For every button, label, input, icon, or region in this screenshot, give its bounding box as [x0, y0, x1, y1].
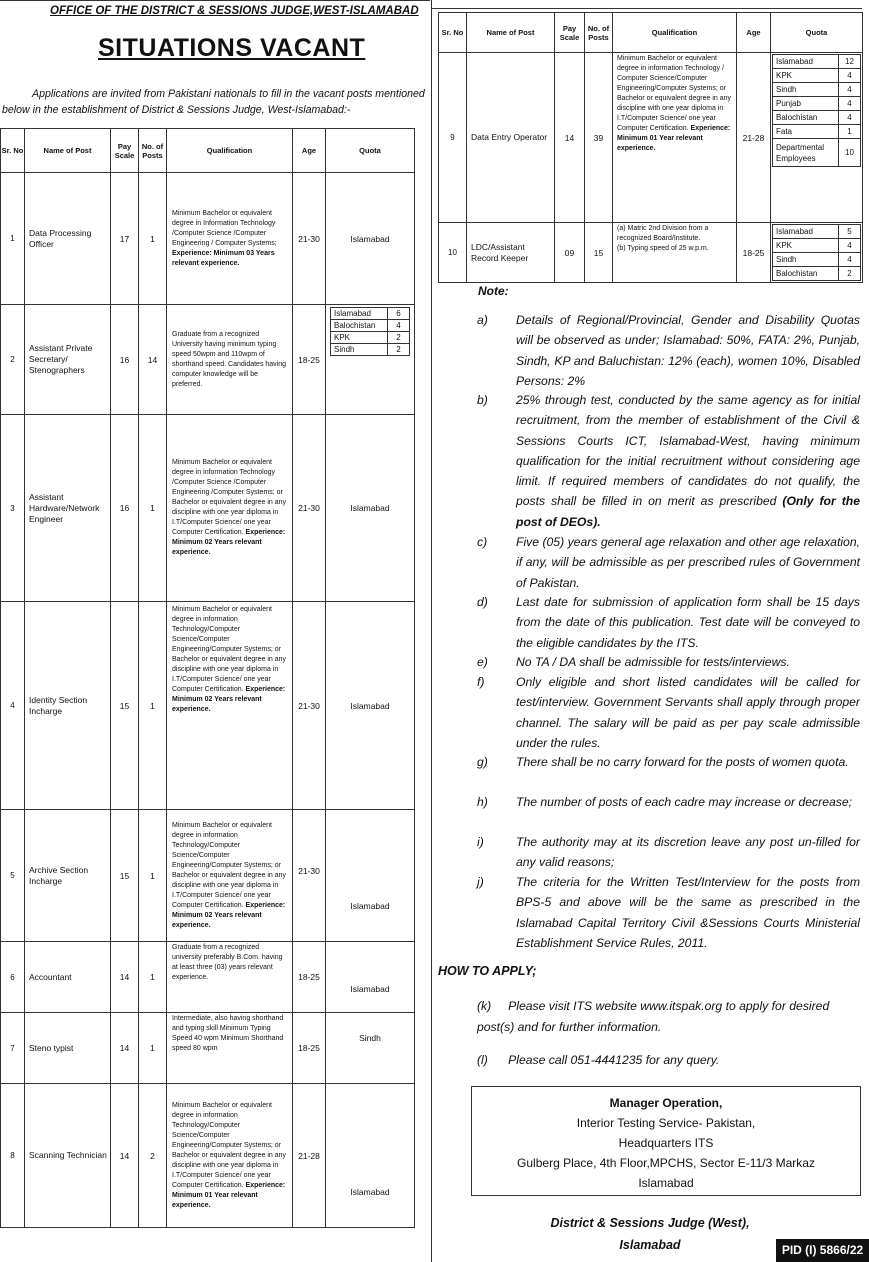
row-post: Identity Section Incharge — [25, 602, 111, 810]
experience-text: Experience: Minimum 02 Years relevant experience. — [172, 529, 286, 556]
header-sr: Sr. No — [1, 129, 25, 173]
table-row — [439, 223, 863, 283]
note-label: b) — [477, 393, 488, 407]
table-row — [1, 1013, 415, 1084]
quota-region: KPK — [773, 239, 839, 253]
column-divider — [431, 0, 432, 1262]
table-row — [1, 173, 415, 305]
table-row — [1, 602, 415, 810]
quota-region: Islamabad — [773, 55, 839, 69]
note-text: 25% through test, conducted by the same agency as for initial recruitment, from the member of establishment of the Civil & Sessions Courts ICT, Islamabad-West, having minimum qualification for the initial recruitment without considering age limit. If required members of candidates do not qualify, the posts shall be filled in on merit as prescribed — [516, 393, 860, 509]
table-row — [1, 305, 415, 415]
row-quota — [771, 53, 863, 223]
note-title: Note: — [478, 284, 509, 298]
table-header-row — [439, 13, 863, 53]
row-posts: 1 — [139, 173, 167, 305]
experience-text: Experience: Minimum 02 Years relevant experience. — [172, 901, 286, 929]
note-item — [477, 672, 860, 753]
note-label: f) — [477, 675, 485, 689]
header-qualification: Qualification — [167, 129, 293, 173]
table-row — [1, 415, 415, 602]
header-post: Name of Post — [467, 13, 555, 53]
row-qualification — [167, 305, 293, 415]
row-age: 21-28 — [737, 53, 771, 223]
header-sr: Sr. No — [439, 13, 467, 53]
header-pay: Pay Scale — [111, 129, 139, 173]
note-text: Last date for submission of application form shall be 15 days from the date of this publication. Test date will be conveyed to the eligible candidates by the ITS. — [516, 595, 860, 650]
header-posts: No. of Posts — [585, 13, 613, 53]
signature-line: District & Sessions Judge (West), — [550, 1216, 750, 1230]
apply-item — [477, 996, 860, 1038]
row-qualification — [167, 942, 293, 1013]
quota-region: Sindh — [773, 253, 839, 267]
row-quota: Islamabad — [326, 810, 415, 942]
experience-text: Experience: Minimum 02 Years relevant experience. — [172, 686, 286, 713]
row-quota: Islamabad — [326, 173, 415, 305]
vacancy-table-right — [438, 12, 863, 283]
row-posts: 14 — [139, 305, 167, 415]
quota-region: Balochistan — [773, 267, 839, 281]
qualification-text: Graduate from a recognized University having minimum typing speed 50wpm and 110wpm of shorthand speed. Candidates having computer knowledge will be preferred. — [172, 330, 287, 388]
row-posts: 1 — [139, 810, 167, 942]
row-pay: 14 — [111, 1013, 139, 1084]
row-pay: 15 — [111, 810, 139, 942]
row-pay: 09 — [555, 223, 585, 283]
row-posts: 1 — [139, 602, 167, 810]
quota-table — [772, 224, 861, 281]
quota-count: 4 — [839, 239, 861, 253]
row-pay: 15 — [111, 602, 139, 810]
quota-count: 4 — [839, 111, 861, 125]
note-text: Details of Regional/Provincial, Gender and Disability Quotas will be observed as under; Islamabad: 50%, FATA: 2%, Punjab, Sindh, KP and Baluchistan: 12% (each), women 10%, Disabled Persons: 2% — [516, 313, 860, 388]
row-posts: 1 — [139, 415, 167, 602]
row-qualification — [167, 810, 293, 942]
apply-item — [477, 1050, 860, 1071]
row-no: 9 — [439, 53, 467, 223]
row-age: 21-30 — [293, 415, 326, 602]
note-label: c) — [477, 535, 488, 549]
quota-region: Punjab — [773, 97, 839, 111]
row-quota: Islamabad — [326, 415, 415, 602]
row-no: 5 — [1, 810, 25, 942]
row-no: 4 — [1, 602, 25, 810]
qualification-b: (b) Typing speed of 25 w.p.m. — [617, 245, 709, 252]
row-no: 2 — [1, 305, 25, 415]
address-box — [471, 1086, 861, 1196]
note-text: No TA / DA shall be admissible for tests/interviews. — [516, 655, 790, 669]
qualification-text: Minimum Bachelor or equivalent degree in information Technology / Computer Science/Computer Engineering/Computer Systems; or Bachelor or equivalent degree in any discipline with one year diploma in I.T/Computer Science/ one year Computer Certification. — [617, 55, 732, 132]
table-row — [1, 942, 415, 1013]
table-header-row — [1, 129, 415, 173]
row-post: Steno typist — [25, 1013, 111, 1084]
apply-label: (k) — [477, 999, 492, 1013]
header-pay: Pay Scale — [555, 13, 585, 53]
qualification-text: Minimum Bachelor or equivalent degree in information Technology/Computer Science/Computer Engineering/Computer Systems; or Bachelor or equivalent degree in any discipline with one year diploma in I.T/Computer Science/ one year Computer Certification. — [172, 1101, 287, 1189]
row-no: 8 — [1, 1084, 25, 1228]
header-quota: Quota — [326, 129, 415, 173]
quota-count: 10 — [839, 139, 861, 167]
header-qualification: Qualification — [613, 13, 737, 53]
row-posts: 39 — [585, 53, 613, 223]
experience-text: Experience: Minimum 01 Year relevant experience. — [617, 125, 731, 152]
experience-text: Experience: Minimum 03 Years relevant experience. — [172, 249, 275, 267]
row-quota: Sindh — [326, 1013, 415, 1084]
apply-text: Please visit ITS website www.itspak.org to apply for desired post(s) and for further information. — [477, 999, 830, 1034]
qualification-text: Intermediate, also having shorthand and typing skill Minimum Typing Speed 40 wpm Minimum Shorthand speed 80 wpm — [172, 1015, 284, 1052]
row-no: 6 — [1, 942, 25, 1013]
row-quota — [326, 305, 415, 415]
header-posts: No. of Posts — [139, 129, 167, 173]
how-to-apply-title: HOW TO APPLY; — [438, 964, 537, 978]
header-age: Age — [293, 129, 326, 173]
row-no: 10 — [439, 223, 467, 283]
quota-region: Sindh — [331, 344, 388, 356]
quota-region: KPK — [773, 69, 839, 83]
signature-block — [480, 1212, 820, 1256]
quota-count: 4 — [839, 97, 861, 111]
table-row — [439, 53, 863, 223]
quota-count: 6 — [388, 308, 410, 320]
note-item — [477, 652, 860, 672]
row-qualification — [167, 1013, 293, 1084]
row-post: Data Entry Operator — [467, 53, 555, 223]
note-item — [477, 532, 860, 593]
note-label: e) — [477, 655, 488, 669]
row-pay: 14 — [555, 53, 585, 223]
row-qualification — [167, 173, 293, 305]
row-quota: Islamabad — [326, 942, 415, 1013]
row-pay: 14 — [111, 1084, 139, 1228]
quota-count: 5 — [839, 225, 861, 239]
row-age: 18-25 — [293, 1013, 326, 1084]
quota-count: 1 — [839, 125, 861, 139]
note-text: The authority may at its discretion leave any post un-filled for any valid reasons; — [516, 835, 860, 870]
row-post: LDC/Assistant Record Keeper — [467, 223, 555, 283]
note-item — [477, 390, 860, 532]
note-label: h) — [477, 795, 488, 809]
row-pay: 16 — [111, 305, 139, 415]
note-text: Five (05) years general age relaxation and other age relaxation, if any, will be admissible as per prescribed rules of Government of Pakistan. — [516, 535, 860, 590]
table-row — [1, 810, 415, 942]
note-bold-text: (Only for the post of DEOs). — [516, 494, 860, 529]
row-posts: 1 — [139, 942, 167, 1013]
row-qualification — [613, 53, 737, 223]
row-post: Scanning Technician — [25, 1084, 111, 1228]
row-post: Accountant — [25, 942, 111, 1013]
experience-text: Experience: Minimum 01 Year relevant experience. — [172, 1181, 286, 1209]
address-line: Gulberg Place, 4th Floor,MPCHS, Sector E-11/3 Markaz — [517, 1156, 815, 1170]
intro-paragraph: Applications are invited from Pakistani nationals to fill in the vacant posts mentioned below in the establishment of District & Sessions Judge, West-Islamabad:- — [2, 88, 425, 116]
quota-count: 4 — [839, 253, 861, 267]
row-qualification — [167, 1084, 293, 1228]
row-qualification — [167, 602, 293, 810]
row-pay: 14 — [111, 942, 139, 1013]
qualification-text: Minimum Bachelor or equivalent degree in information Technology /Computer Science /Computer Engineering /Computer Systems; or Bachelor or equivalent degree in any discipline with one year diploma in I.T/Computer Science/ one year Computer Certification. — [172, 459, 287, 536]
quota-table — [772, 54, 861, 167]
quota-table — [330, 307, 410, 356]
note-item — [477, 592, 860, 653]
address-title: Manager Operation, — [609, 1096, 723, 1110]
address-line: Islamabad — [638, 1176, 694, 1190]
row-posts: 15 — [585, 223, 613, 283]
note-item — [477, 792, 860, 812]
apply-label: (l) — [477, 1053, 488, 1067]
apply-text: Please call 051-4441235 for any query. — [508, 1053, 720, 1067]
note-label: a) — [477, 313, 488, 327]
row-age: 21-30 — [293, 810, 326, 942]
note-label: i) — [477, 835, 484, 849]
page-title: SITUATIONS VACANT — [98, 34, 366, 62]
row-pay: 16 — [111, 415, 139, 602]
note-text: There shall be no carry forward for the posts of women quota. — [516, 755, 849, 769]
row-qualification — [613, 223, 737, 283]
quota-count: 2 — [388, 332, 410, 344]
quota-region: Fata — [773, 125, 839, 139]
top-border-right — [432, 8, 862, 9]
note-item — [477, 832, 860, 873]
note-item — [477, 752, 860, 772]
quota-region: Islamabad — [773, 225, 839, 239]
row-no: 3 — [1, 415, 25, 602]
note-item — [477, 872, 860, 953]
row-qualification — [167, 415, 293, 602]
pid-badge: PID (I) 5866/22 — [776, 1239, 869, 1262]
header-post: Name of Post — [25, 129, 111, 173]
quota-region: Sindh — [773, 83, 839, 97]
header-quota: Quota — [771, 13, 863, 53]
quota-count: 12 — [839, 55, 861, 69]
table-row — [1, 1084, 415, 1228]
row-age: 18-25 — [293, 942, 326, 1013]
quota-count: 4 — [839, 83, 861, 97]
qualification-text: Graduate from a recognized university preferably B.Com. having at least three (03) years relevant experience. — [172, 944, 283, 981]
row-post: Data Processing Officer — [25, 173, 111, 305]
quota-count: 4 — [388, 320, 410, 332]
quota-region: Balochistan — [331, 320, 388, 332]
row-post: Assistant Hardware/Network Engineer — [25, 415, 111, 602]
qualification-text: Minimum Bachelor or equivalent degree in information Technology/Computer Science/Computer Engineering/Computer Systems; or Bachelor or equivalent degree in any discipline with one year diploma in I.T/Computer Science/ one year Computer Certification. — [172, 821, 287, 909]
quota-count: 4 — [839, 69, 861, 83]
address-line: Headquarters ITS — [618, 1136, 714, 1150]
qualification-text: Minimum Bachelor or equivalent degree in Information Technology /Computer Science /Computer Engineering / Computer Systems; — [172, 209, 277, 247]
row-quota — [771, 223, 863, 283]
address-line: Interior Testing Service- Pakistan, — [576, 1116, 756, 1130]
note-label: d) — [477, 595, 488, 609]
header-age: Age — [737, 13, 771, 53]
note-text: The number of posts of each cadre may increase or decrease; — [516, 795, 853, 809]
vacancy-table-left — [0, 128, 415, 1228]
row-posts: 2 — [139, 1084, 167, 1228]
quota-region: Islamabad — [331, 308, 388, 320]
quota-region: KPK — [331, 332, 388, 344]
top-border-left — [0, 0, 430, 1]
row-post: Archive Section Incharge — [25, 810, 111, 942]
quota-region: Balochistan — [773, 111, 839, 125]
row-age: 21-30 — [293, 602, 326, 810]
qualification-text: Minimum Bachelor or equivalent degree in information Technology/Computer Science/Computer Engineering/Computer Systems; or Bachelor or equivalent degree in any discipline with one year diploma in I.T/Computer Science/ one year Computer Certification. — [172, 606, 287, 693]
office-heading: OFFICE OF THE DISTRICT & SESSIONS JUDGE,WEST-ISLAMABAD — [50, 5, 419, 17]
note-text: Only eligible and short listed candidates will be called for test/interview. Government Servants shall apply through proper channel. The salary will be paid as per pay scale admissible under the rules. — [516, 675, 860, 750]
row-no: 1 — [1, 173, 25, 305]
quota-count: 2 — [839, 267, 861, 281]
row-pay: 17 — [111, 173, 139, 305]
row-age: 18-25 — [293, 305, 326, 415]
row-no: 7 — [1, 1013, 25, 1084]
row-posts: 1 — [139, 1013, 167, 1084]
row-quota: Islamabad — [326, 602, 415, 810]
note-text: The criteria for the Written Test/Interview for the posts from BPS-5 and above will be the same as prescribed in the Islamabad Capital Territory Civil &Sessions Courts Ministerial Establishment Service Rules, 2011. — [516, 875, 860, 950]
row-post: Assistant Private Secretary/ Stenographers — [25, 305, 111, 415]
note-item — [477, 310, 860, 391]
note-label: j) — [477, 875, 484, 889]
quota-count: 2 — [388, 344, 410, 356]
note-label: g) — [477, 755, 488, 769]
row-age: 18-25 — [737, 223, 771, 283]
quota-region: Departmental Employees — [773, 139, 839, 167]
qualification-a: (a) Matric 2nd Division from a recognized Board/Institute. — [617, 225, 709, 242]
row-quota: Islamabad — [326, 1084, 415, 1228]
row-age: 21-28 — [293, 1084, 326, 1228]
row-age: 21-30 — [293, 173, 326, 305]
signature-line: Islamabad — [619, 1238, 681, 1252]
